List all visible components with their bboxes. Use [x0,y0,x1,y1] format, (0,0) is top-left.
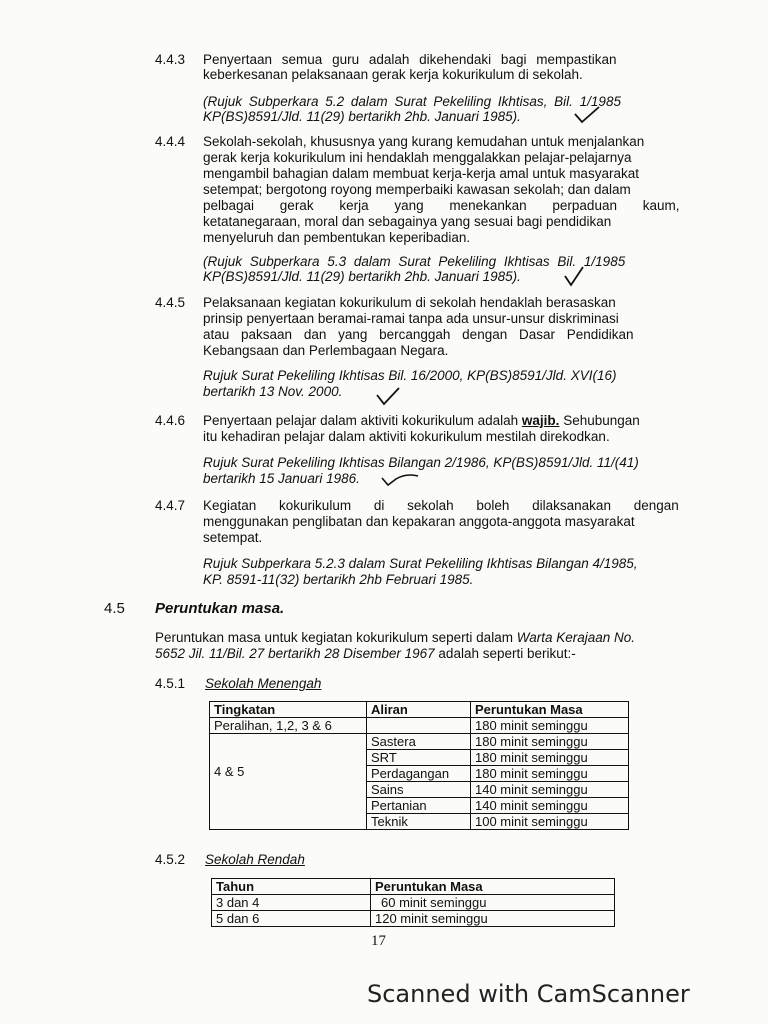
table-cell: 120 minit seminggu [371,911,615,927]
table-cell: 180 minit seminggu [471,718,629,734]
subsection-number: 4.5.1 [155,676,186,691]
secondary-school-table [209,701,629,830]
reference-text: KP(BS)8591/Jld. 11(29) bertarikh 2hb. Januari 1985). [203,269,521,284]
item-text: ketatanegaraan, moral dan sebagainya yang sesuai bagi pendidikan [203,214,612,229]
reference-text: bertarikh 13 Nov. 2000. [203,384,343,399]
table-cell: 100 minit seminggu [471,814,629,830]
table-cell: SRT [367,750,471,766]
page-number: 17 [371,933,386,949]
table-cell-group: 4 & 5 [210,734,367,830]
table-cell: 180 minit seminggu [471,750,629,766]
intro-text-italic: 5652 Jil. 11/Bil. 27 bertarikh 28 Disember 1967 [155,646,435,661]
reference-text: KP(BS)8591/Jld. 11(29) bertarikh 2hb. Januari 1985). [203,109,521,124]
item-number: 4.4.4 [155,134,186,149]
emphasis-text: wajib. [521,413,560,428]
item-number: 4.4.3 [155,52,186,67]
reference-text: KP. 8591-11(32) bertarikh 2hb Februari 1985. [203,572,474,587]
scanner-watermark: Scanned with CamScanner [367,980,690,1008]
item-text-part: Sehubungan [559,413,640,428]
table-cell: 180 minit seminggu [471,766,629,782]
table-cell [367,718,471,734]
item-number: 4.4.7 [155,498,186,513]
table-header-row [210,702,629,718]
table-cell: 60 minit seminggu [371,895,615,911]
table-cell: 5 dan 6 [212,911,371,927]
table-row [212,895,615,911]
reference-text: Rujuk Subperkara 5.2.3 dalam Surat Pekeliling Ikhtisas Bilangan 4/1985, [203,556,638,571]
checkmark-icon [572,104,602,126]
item-number: 4.4.5 [155,295,186,310]
item-text: setempat. [203,530,263,545]
item-text: itu kehadiran pelajar dalam aktiviti kokurikulum mestilah direkodkan. [203,429,610,444]
intro-text: Peruntukan masa untuk kegiatan kokurikulum seperti dalam [155,630,517,645]
table-cell: 3 dan 4 [212,895,371,911]
item-number: 4.4.6 [155,413,186,428]
table-header: Peruntukan Masa [371,879,615,895]
section-title: Peruntukan masa. [155,600,285,617]
intro-text: adalah seperti berikut:- [434,646,576,661]
item-text: prinsip penyertaan beramai-ramai tanpa ada unsur-unsur diskriminasi [203,311,619,326]
table-cell: Peralihan, 1,2, 3 & 6 [210,718,367,734]
item-text: mengambil bahagian dalam membuat kerja-kerja amal untuk masyarakat [203,166,639,181]
item-text: setempat; bergotong royong memperbaiki kawasan sekolah; dan dalam [203,182,631,197]
item-text: menyeluruh dan pembentukan keperibadian. [203,230,471,245]
table-header-row [212,879,615,895]
table-cell: Pertanian [367,798,471,814]
table-cell: Perdagangan [367,766,471,782]
item-text: keberkesanan pelaksanaan gerak kerja kokurikulum di sekolah. [203,67,583,82]
reference-text: bertarikh 15 Januari 1986. [203,471,360,486]
item-text: gerak kerja kokurikulum ini hendaklah menggalakkan pelajar-pelajarnya [203,150,632,165]
checkmark-icon [562,264,586,288]
table-row [210,718,629,734]
table-cell: 140 minit seminggu [471,798,629,814]
item-text: Kegiatan kokurikulum di sekolah boleh dilaksanakan dengan [203,498,679,513]
item-text: Sekolah-sekolah, khususnya yang kurang kemudahan untuk menjalankan [203,134,645,149]
intro-text-italic: Warta Kerajaan No. [516,630,636,645]
section-number: 4.5 [104,600,125,617]
item-text: Penyertaan semua guru adalah dikehendaki bagi mempastikan [203,52,617,67]
subsection-number: 4.5.2 [155,852,186,867]
table-cell: Sastera [367,734,471,750]
section-intro [155,646,576,662]
item-text: Kebangsaan dan Perlembagaan Negara. [203,343,449,358]
table-row [212,911,615,927]
reference-text: Rujuk Surat Pekeliling Ikhtisas Bil. 16/2000, KP(BS)8591/Jld. XVI(16) [203,368,617,383]
table-cell: 180 minit seminggu [471,734,629,750]
primary-school-table [211,878,615,927]
table-cell: Sains [367,782,471,798]
reference-text: (Rujuk Subperkara 5.3 dalam Surat Pekeliling Ikhtisas Bil. 1/1985 [203,254,626,269]
subsection-title: Sekolah Menengah [205,676,322,691]
item-text [203,413,640,429]
checkmark-icon [380,470,420,488]
table-header: Tingkatan [210,702,367,718]
section-intro [155,630,635,646]
table-row [210,734,629,750]
reference-text: Rujuk Surat Pekeliling Ikhtisas Bilangan 2/1986, KP(BS)8591/Jld. 11/(41) [203,455,639,470]
checkmark-icon [374,385,402,407]
subsection-title: Sekolah Rendah [205,852,305,867]
item-text: Pelaksanaan kegiatan kokurikulum di sekolah hendaklah berasaskan [203,295,616,310]
item-text: atau paksaan dan yang bercanggah dengan Dasar Pendidikan [203,327,634,342]
reference-text: (Rujuk Subperkara 5.2 dalam Surat Pekeliling Ikhtisas, Bil. 1/1985 [203,94,621,109]
item-text: menggunakan penglibatan dan kepakaran anggota-anggota masyarakat [203,514,635,529]
item-text-part: Penyertaan pelajar dalam aktiviti kokurikulum adalah [203,413,522,428]
table-header: Tahun [212,879,371,895]
item-text: pelbagai gerak kerja yang menekankan perpaduan kaum, [203,198,680,213]
table-cell: Teknik [367,814,471,830]
table-header: Aliran [367,702,471,718]
table-header: Peruntukan Masa [471,702,629,718]
table-cell: 140 minit seminggu [471,782,629,798]
